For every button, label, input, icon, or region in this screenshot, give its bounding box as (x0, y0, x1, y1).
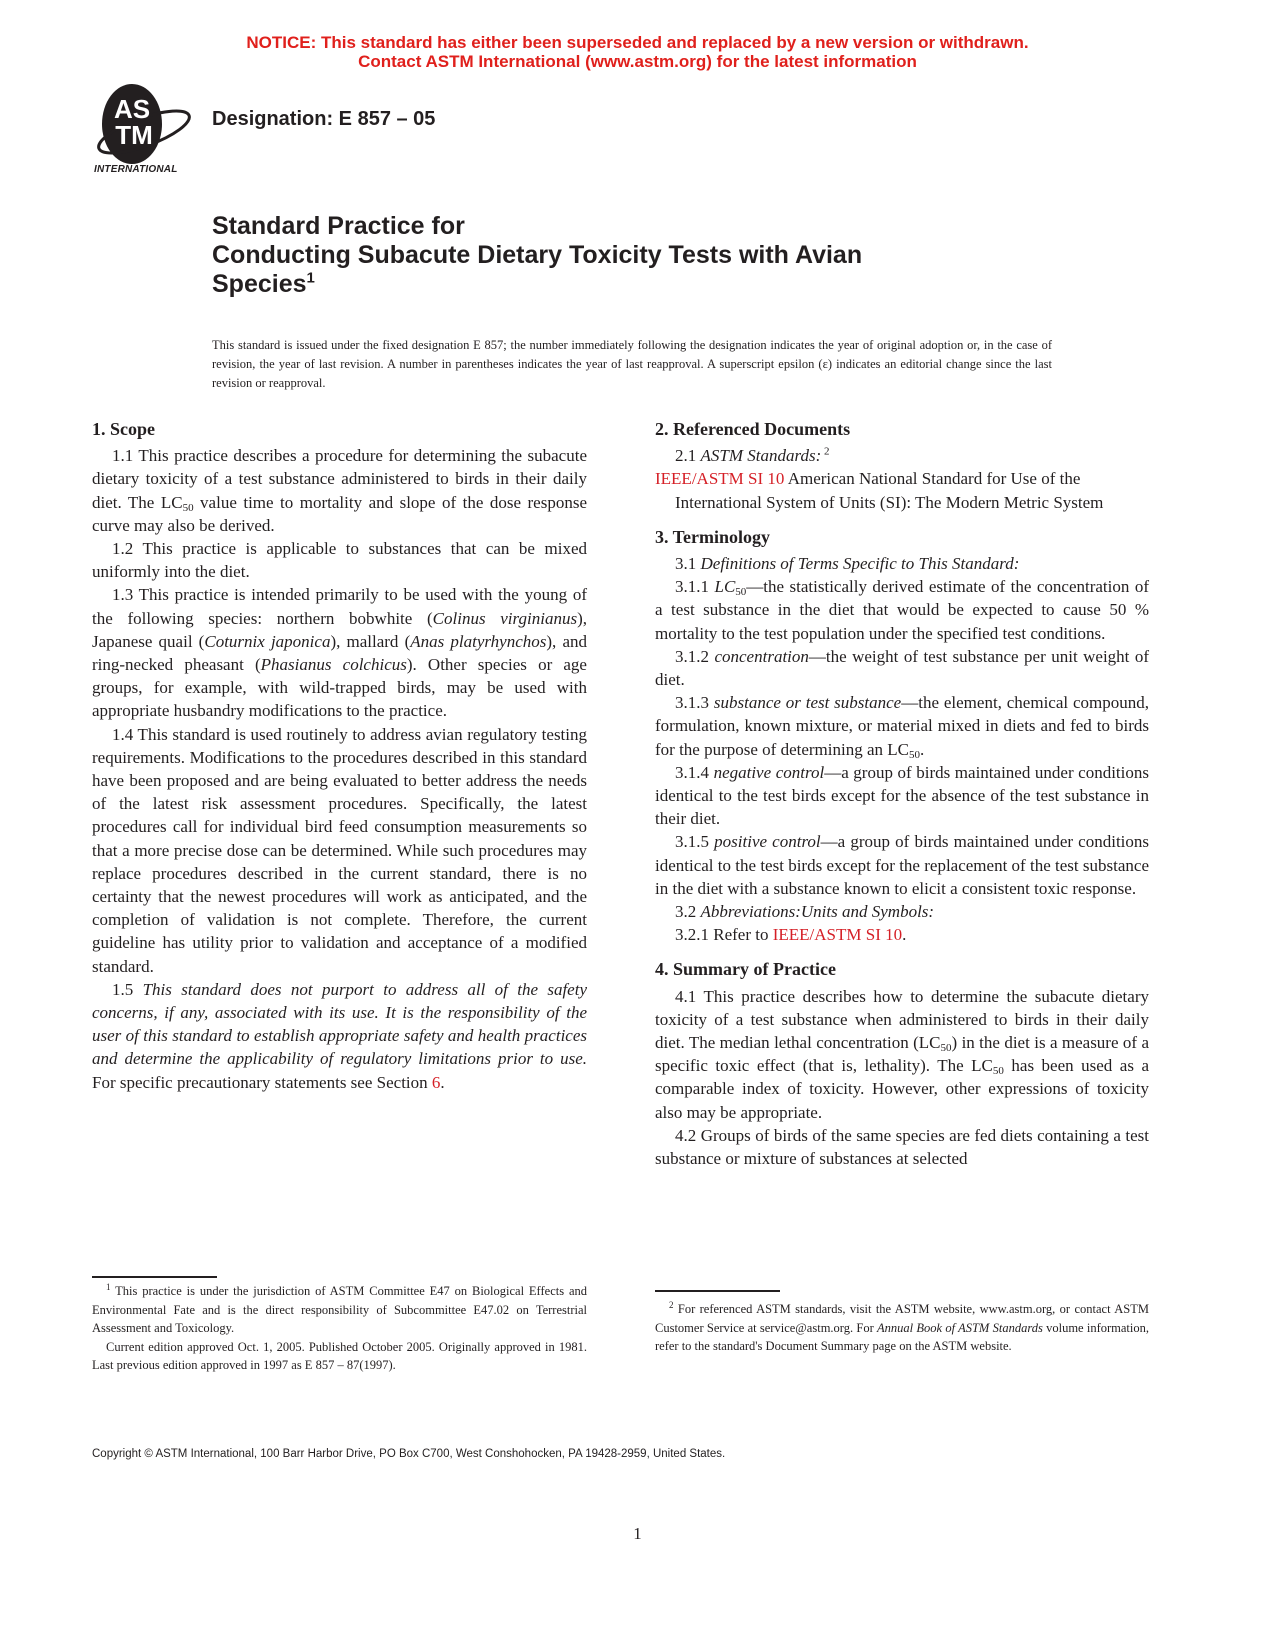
supersession-notice (0, 33, 1275, 71)
page-number: 1 (633, 1524, 642, 1543)
footnote-1: $^1$ This practice is under the jurisdiction of ASTM Committee E47 on Biological Effects and Environmental Fate and is the direct responsibility of Subcommittee E47.02 on Terrestrial Assessment and Toxicology. Current edition approved Oct. 1, 2005. Published October 2005. Originally approved in 1981. Last previous edition approved in 1997 as E 857 – 87(1997). (92, 1281, 587, 1372)
paragraph-4-2: 4.2 Groups of birds of the same species are fed diets containing a test substance or mixture of substances at selected (655, 1125, 1149, 1169)
footnote-rule-right (655, 1290, 780, 1292)
footnote-2: $^2$ For referenced ASTM standards, visit the ASTM website, www.astm.org, or contact ASTM Customer Service at service@astm.org. For Annual Book of ASTM Standards volume information, refer to the standard's Document Summary page on the ASTM website. (655, 1299, 1150, 1353)
left-column (92, 418, 587, 1094)
svg-text:TM: TM (115, 120, 153, 150)
paragraph-1-5: 1.5 This standard does not purport to address all of the safety concerns, if any, associated with its use. It is the responsibility of the user of this standard to establish appropriate safety and health practices and determine the applicability of regulatory limitations prior to use. For specific precautionary statements see Section 6. (92, 979, 587, 1092)
reference-entry: IEEE/ASTM SI 10 American National Standard for Use of the International System of Units (SI): The Modern Metric System (655, 469, 1104, 512)
logo-text: INTERNATIONAL (94, 164, 178, 175)
definition-3-1-2: 3.1.2 concentration—the weight of test substance per unit weight of diet. (655, 646, 1150, 690)
ieee-astm-si10-link[interactable]: IEEE/ASTM SI 10 (655, 469, 785, 489)
section-heading-terminology: 3. Terminology (655, 526, 771, 547)
paragraph-1-4: 1.4 This standard is used routinely to address avian regulatory testing requirements. Modifications to the procedures described in this standard have been proposed and are being evaluated to better address the needs of the latest risk assessment procedures. Specifically, the latest procedures call for individual bird feed consumption measurements so that a more precise dose can be determined. While such procedures may replace procedures described in the current standard, there is no certainty that the newest procedures will work as anticipated, and the completion of validation is not complete. Therefore, the current guideline has utility prior to validation and acceptance of a modified standard. (92, 724, 587, 976)
section-heading-summary: 4. Summary of Practice (655, 959, 836, 980)
ieee-astm-si10-link-2[interactable]: IEEE/ASTM SI 10 (772, 925, 903, 945)
section-heading-scope: 1. Scope (92, 419, 155, 439)
paragraph-4-1: 4.1 This practice describes how to determine the subacute dietary toxicity of a test substance when administered to birds in their daily diet. The median lethal concentration $(LC_{50})$ in the diet is a measure of a specific toxic effect (that is, lethality). The $LC_{50}$ has been used as a comparable index of toxicity. However, other expressions of toxicity also may be appropriate. (655, 986, 1150, 1122)
footnote-rule-left (92, 1276, 217, 1278)
notice-line-2: Contact ASTM International (www.astm.org) for the latest information (358, 52, 917, 71)
paragraph-1-2: 1.2 This practice is applicable to substances that can be mixed uniformly into the diet. (92, 539, 587, 582)
section-6-link[interactable]: 6 (431, 1072, 441, 1092)
document-title (212, 212, 1112, 299)
title-line-1: Standard Practice for (212, 212, 465, 240)
notice-line-1: NOTICE: This standard has either been superseded and replaced by a new version or withdrawn. (246, 33, 1029, 52)
definition-3-1-3: 3.1.3 substance or test substance—the element, chemical compound, formulation, known mixture, or material mixed in diets and fed to birds for the purpose of determining an $LC_{50}$. (655, 693, 1149, 761)
definition-3-1-5: 3.1.5 positive control—a group of birds maintained under conditions identical to the test birds except for the replacement of the test substance in the diet with a substance known to elicit a consistent toxic response. (655, 832, 1150, 898)
svg-text:AS: AS (113, 94, 151, 124)
title-footnote-mark[interactable]: 1 (306, 269, 315, 287)
paragraph-3-2: 3.2 Abbreviations:Units and Symbols: (675, 902, 935, 922)
paragraph-1-1: 1.1 This practice describes a procedure for determining the subacute dietary toxicity of a test substance administered to birds in their daily diet. The $LC_{50}$ value time to mortality and slope of the dose response curve may also be derived. (92, 446, 587, 535)
footnote-2-mark[interactable]: 2 (821, 445, 830, 458)
right-column (655, 418, 1149, 1170)
title-line-2: Conducting Subacute Dietary Toxicity Tests with Avian (212, 241, 863, 269)
definition-3-1-1: 3.1.1 $LC_{50}—the$ statistically derived estimate of the concentration of a test substance in the diet that would be expected to cause 50 % mortality to the test population under the specified test conditions. (655, 577, 1150, 643)
paragraph-3-1: 3.1 Definitions of Terms Specific to This Standard: (675, 554, 1020, 574)
paragraph-1-3: 1.3 This practice is intended primarily to be used with the young of the following species: northern bobwhite (Colinus virginianus), Japanese quail (Coturnix japonica), mallard (Anas platyrhynchos), and ring-necked pheasant (Phasianus colchicus). Other species or age groups, for example, with wild-trapped birds, may be used with appropriate husbandry modifications to the practice. (92, 585, 588, 721)
designation: Designation: E 857 – 05 (212, 108, 436, 130)
issue-note: This standard is issued under the fixed designation E 857; the number immediately following the designation indicates the year of original adoption or, in the case of revision, the year of last revision. A number in parentheses indicates the year of last reapproval. A superscript epsilon (ε) indicates an editorial change since the last revision or reapproval. (212, 338, 1052, 390)
paragraph-2-1: 2.1 ASTM Standards: $^2$ (675, 445, 830, 466)
definition-3-1-4: 3.1.4 negative control—a group of birds maintained under conditions identical to the test birds except for the absence of the test substance in their diet. (655, 762, 1149, 829)
title-line-3: Species (212, 270, 307, 298)
section-heading-referenced-documents: 2. Referenced Documents (655, 419, 851, 439)
copyright-line: Copyright © ASTM International, 100 Barr Harbor Drive, PO Box C700, West Conshohocken, PA 19428-2959, United States. (92, 1448, 726, 1460)
paragraph-3-2-1: 3.2.1 Refer to IEEE/ASTM SI 10. (675, 925, 907, 945)
